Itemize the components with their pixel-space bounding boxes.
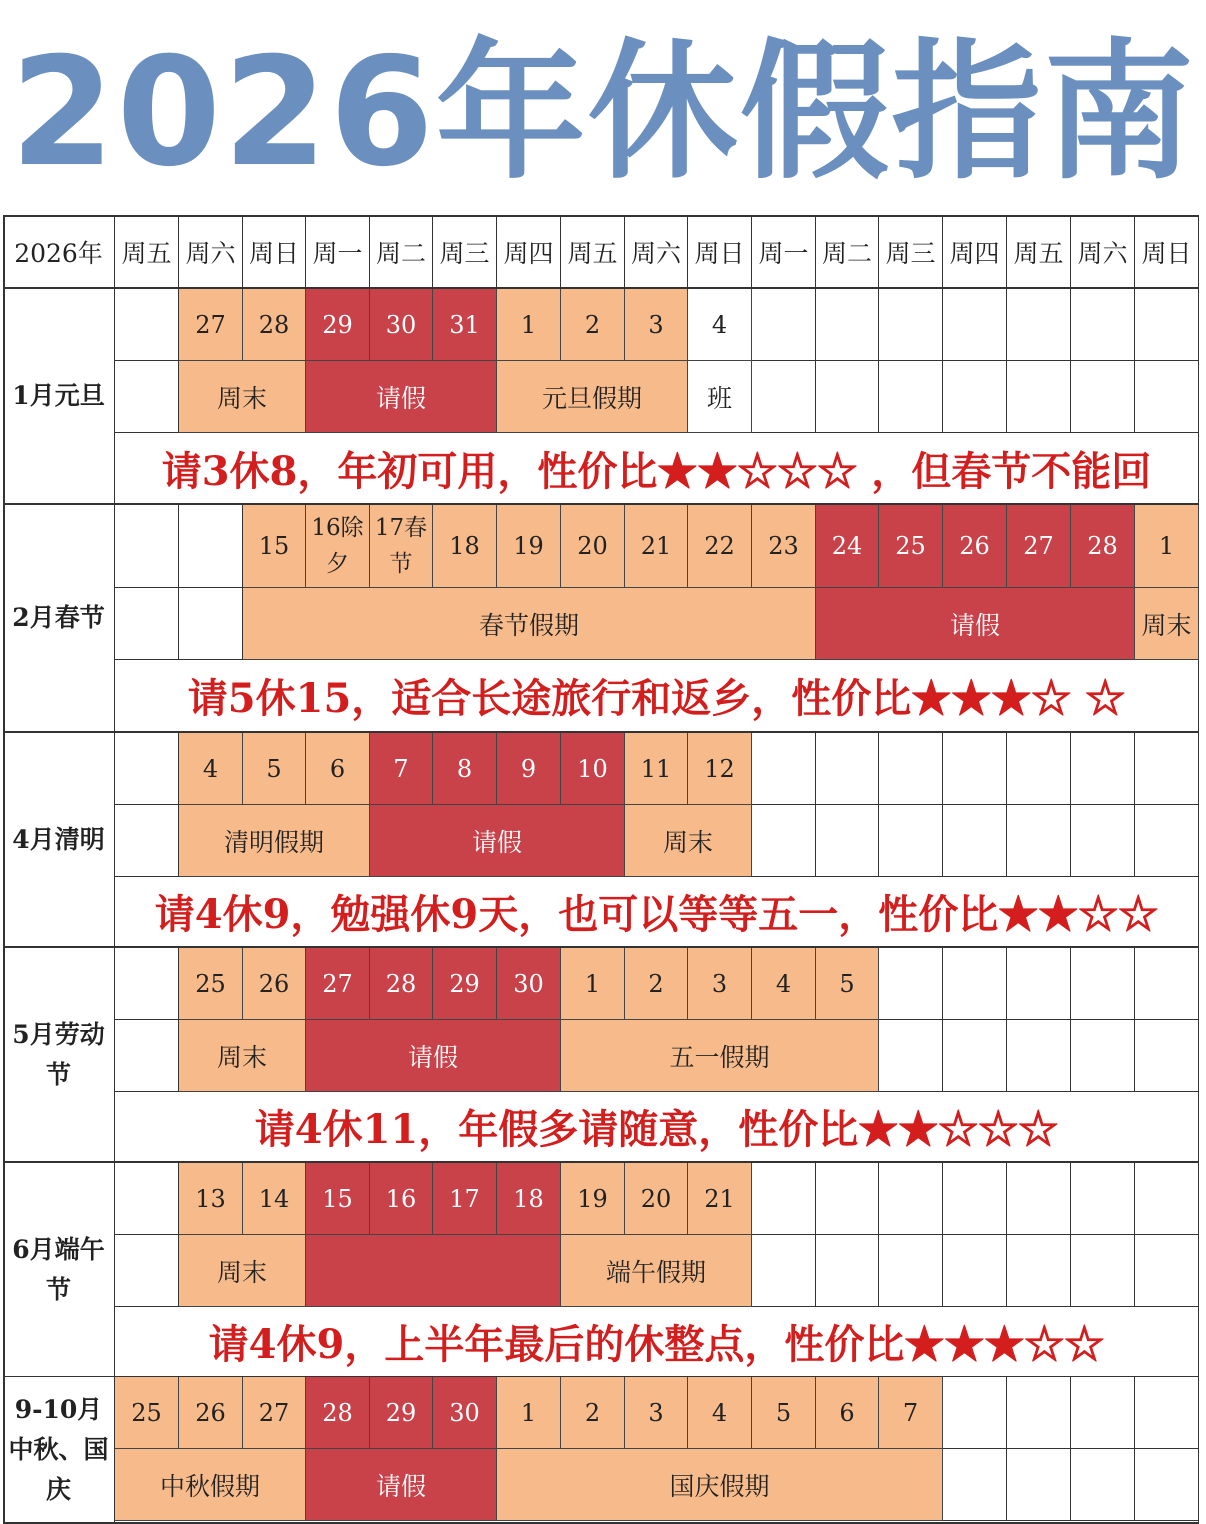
empty-cell — [1007, 805, 1071, 877]
date-cell: 16 — [370, 1163, 433, 1235]
weekday-header-cell: 周五 — [115, 217, 179, 289]
empty-cell — [179, 588, 243, 660]
empty-cell — [879, 289, 943, 361]
page-title: 2026年休假指南 — [10, 26, 1196, 200]
date-cell: 20 — [625, 1163, 688, 1235]
weekday-header-cell: 周日 — [243, 217, 306, 289]
period-label-cell: 五一假期 — [561, 1020, 879, 1092]
weekday-header-cell: 周三 — [879, 217, 943, 289]
empty-cell — [1071, 733, 1135, 805]
date-cell: 4 — [179, 733, 243, 805]
date-cell: 28 — [243, 289, 306, 361]
period-label-cell: 元旦假期 — [497, 361, 688, 433]
empty-cell — [943, 948, 1007, 1020]
date-cell: 29 — [306, 289, 370, 361]
date-cell: 29 — [370, 1377, 433, 1449]
date-cell: 25 — [115, 1377, 179, 1449]
period-label-cell: 周末 — [179, 1235, 306, 1307]
date-cell: 16除夕 — [306, 505, 370, 588]
period-label-cell: 请假 — [306, 1020, 561, 1092]
period-label-cell: 春节假期 — [243, 588, 816, 660]
weekday-header-cell: 周二 — [816, 217, 879, 289]
date-cell: 3 — [688, 948, 752, 1020]
period-label-cell: 请假 — [306, 361, 497, 433]
empty-cell — [752, 733, 816, 805]
date-cell: 30 — [433, 1377, 497, 1449]
date-cell: 7 — [370, 733, 433, 805]
empty-cell — [1007, 361, 1071, 433]
empty-cell — [1071, 1163, 1135, 1235]
period-label-cell: 清明假期 — [179, 805, 370, 877]
empty-cell — [879, 1020, 943, 1092]
empty-cell — [943, 1449, 1007, 1521]
date-cell: 8 — [433, 733, 497, 805]
weekday-header-cell: 周二 — [370, 217, 433, 289]
table-left-border — [3, 215, 5, 1524]
date-cell: 14 — [243, 1163, 306, 1235]
date-cell: 30 — [370, 289, 433, 361]
empty-cell — [179, 505, 243, 588]
empty-cell — [1135, 289, 1199, 361]
date-cell: 4 — [752, 948, 816, 1020]
date-cell: 4 — [688, 289, 752, 361]
empty-cell — [816, 733, 879, 805]
date-cell: 9 — [497, 733, 561, 805]
date-cell: 15 — [306, 1163, 370, 1235]
rating-note: 请3休8，年初可用，性价比★★☆☆☆ ，但春节不能回 — [115, 433, 1199, 505]
empty-cell — [115, 733, 179, 805]
rating-note: 请4休11，年假多请随意，性价比★★☆☆☆ — [115, 1092, 1199, 1163]
empty-cell — [943, 733, 1007, 805]
empty-cell — [943, 1235, 1007, 1307]
date-cell: 5 — [243, 733, 306, 805]
date-cell: 18 — [433, 505, 497, 588]
empty-cell — [816, 1163, 879, 1235]
date-cell: 25 — [879, 505, 943, 588]
date-cell: 19 — [497, 505, 561, 588]
empty-cell — [1135, 1235, 1199, 1307]
empty-cell — [1007, 1235, 1071, 1307]
weekday-header-cell: 周四 — [943, 217, 1007, 289]
empty-cell — [943, 289, 1007, 361]
weekday-header-cell: 周五 — [1007, 217, 1071, 289]
empty-cell — [879, 805, 943, 877]
period-label-cell: 中秋假期 — [115, 1449, 306, 1521]
block-label-5: 9-10月中秋、国庆 — [3, 1377, 115, 1524]
date-cell: 28 — [370, 948, 433, 1020]
weekday-header-cell: 周六 — [1071, 217, 1135, 289]
date-cell: 27 — [243, 1377, 306, 1449]
date-cell: 5 — [752, 1377, 816, 1449]
date-cell: 4 — [688, 1377, 752, 1449]
date-cell: 28 — [306, 1377, 370, 1449]
empty-cell — [752, 1235, 816, 1307]
empty-cell — [115, 588, 179, 660]
block-label-1: 2月春节 — [3, 505, 115, 733]
empty-cell — [752, 805, 816, 877]
date-cell: 19 — [561, 1163, 625, 1235]
date-cell: 30 — [497, 948, 561, 1020]
date-cell: 22 — [688, 505, 752, 588]
empty-cell — [115, 1235, 179, 1307]
empty-cell — [1007, 289, 1071, 361]
empty-cell — [115, 361, 179, 433]
empty-cell — [115, 505, 179, 588]
date-cell: 23 — [752, 505, 816, 588]
empty-cell — [115, 1020, 179, 1092]
empty-cell — [1135, 1449, 1199, 1521]
empty-cell — [1007, 1449, 1071, 1521]
date-cell: 25 — [179, 948, 243, 1020]
period-label-cell: 周末 — [625, 805, 752, 877]
date-cell: 31 — [433, 289, 497, 361]
empty-cell — [816, 805, 879, 877]
empty-cell — [879, 733, 943, 805]
empty-cell — [1071, 289, 1135, 361]
date-cell: 24 — [816, 505, 879, 588]
weekday-header-cell: 周一 — [752, 217, 816, 289]
empty-cell — [879, 1163, 943, 1235]
weekday-header-cell: 周四 — [497, 217, 561, 289]
rating-note: 请5休15，适合长途旅行和返乡，性价比★★★☆ ☆ — [115, 660, 1199, 733]
header-corner-cell: 2026年 — [3, 217, 115, 289]
date-cell: 11 — [625, 733, 688, 805]
period-label-cell: 请假 — [370, 805, 625, 877]
block-label-2: 4月清明 — [3, 733, 115, 948]
empty-cell — [1135, 948, 1199, 1020]
weekday-header-cell: 周五 — [561, 217, 625, 289]
date-cell: 1 — [561, 948, 625, 1020]
weekday-header-cell: 周六 — [179, 217, 243, 289]
empty-cell — [943, 805, 1007, 877]
empty-cell — [1071, 948, 1135, 1020]
weekday-header-cell: 周日 — [1135, 217, 1199, 289]
empty-cell — [1007, 733, 1071, 805]
date-cell: 27 — [179, 289, 243, 361]
date-cell: 3 — [625, 1377, 688, 1449]
empty-cell — [1135, 1377, 1199, 1449]
date-cell: 17春节 — [370, 505, 433, 588]
date-cell: 5 — [816, 948, 879, 1020]
weekday-header-cell: 周一 — [306, 217, 370, 289]
empty-cell — [1135, 1163, 1199, 1235]
period-label-cell: 周末 — [179, 361, 306, 433]
empty-cell — [1135, 733, 1199, 805]
empty-cell — [752, 361, 816, 433]
empty-cell — [115, 805, 179, 877]
date-cell: 27 — [1007, 505, 1071, 588]
empty-cell — [816, 1235, 879, 1307]
empty-cell — [115, 289, 179, 361]
period-label-cell: 请假 — [306, 1449, 497, 1521]
empty-cell — [879, 1235, 943, 1307]
empty-cell — [1007, 1163, 1071, 1235]
block-label-3: 5月劳动节 — [3, 948, 115, 1163]
block-label-0: 1月元旦 — [3, 289, 115, 505]
period-label-cell: 请假 — [816, 588, 1135, 660]
empty-cell — [879, 361, 943, 433]
date-cell: 1 — [1135, 505, 1199, 588]
empty-cell — [1135, 805, 1199, 877]
empty-cell — [1135, 361, 1199, 433]
empty-cell — [1071, 1235, 1135, 1307]
empty-cell — [115, 1163, 179, 1235]
empty-cell — [752, 289, 816, 361]
empty-cell — [1071, 805, 1135, 877]
block-label-4: 6月端午节 — [3, 1163, 115, 1378]
date-cell: 17 — [433, 1163, 497, 1235]
empty-cell — [1007, 1020, 1071, 1092]
date-cell: 28 — [1071, 505, 1135, 588]
date-cell: 18 — [497, 1163, 561, 1235]
weekday-header-cell: 周日 — [688, 217, 752, 289]
empty-cell — [943, 361, 1007, 433]
rating-note: 请4休9，上半年最后的休整点，性价比★★★☆☆ — [115, 1307, 1199, 1378]
date-cell: 13 — [179, 1163, 243, 1235]
empty-cell — [752, 1163, 816, 1235]
date-cell: 26 — [243, 948, 306, 1020]
period-label-cell: 端午假期 — [561, 1235, 752, 1307]
date-cell: 1 — [497, 1377, 561, 1449]
date-cell: 26 — [943, 505, 1007, 588]
date-cell: 21 — [625, 505, 688, 588]
date-cell: 15 — [243, 505, 306, 588]
period-label-cell: 班 — [688, 361, 752, 433]
empty-cell — [943, 1020, 1007, 1092]
date-cell: 27 — [306, 948, 370, 1020]
empty-cell — [115, 948, 179, 1020]
empty-cell — [1135, 1020, 1199, 1092]
table-top-border — [3, 215, 1199, 217]
date-cell: 20 — [561, 505, 625, 588]
empty-cell — [1071, 1449, 1135, 1521]
period-label-cell: 周末 — [179, 1020, 306, 1092]
period-label-cell — [306, 1235, 561, 1307]
empty-cell — [943, 1163, 1007, 1235]
empty-cell — [816, 361, 879, 433]
date-cell: 21 — [688, 1163, 752, 1235]
empty-cell — [1071, 1377, 1135, 1449]
empty-cell — [943, 1377, 1007, 1449]
date-cell: 3 — [625, 289, 688, 361]
date-cell: 1 — [497, 289, 561, 361]
date-cell: 2 — [561, 289, 625, 361]
weekday-header-cell: 周六 — [625, 217, 688, 289]
date-cell: 29 — [433, 948, 497, 1020]
period-label-cell: 国庆假期 — [497, 1449, 943, 1521]
date-cell: 26 — [179, 1377, 243, 1449]
empty-cell — [816, 289, 879, 361]
empty-cell — [879, 948, 943, 1020]
date-cell: 6 — [306, 733, 370, 805]
period-label-cell: 周末 — [1135, 588, 1199, 660]
date-cell: 7 — [879, 1377, 943, 1449]
rating-note: 请4休9，勉强休9天，也可以等等五一，性价比★★☆☆ — [115, 877, 1199, 948]
empty-cell — [1071, 361, 1135, 433]
date-cell: 10 — [561, 733, 625, 805]
date-cell: 2 — [625, 948, 688, 1020]
date-cell: 12 — [688, 733, 752, 805]
empty-cell — [1007, 1377, 1071, 1449]
date-cell: 2 — [561, 1377, 625, 1449]
empty-cell — [1007, 948, 1071, 1020]
empty-cell — [1071, 1020, 1135, 1092]
date-cell: 6 — [816, 1377, 879, 1449]
weekday-header-cell: 周三 — [433, 217, 497, 289]
